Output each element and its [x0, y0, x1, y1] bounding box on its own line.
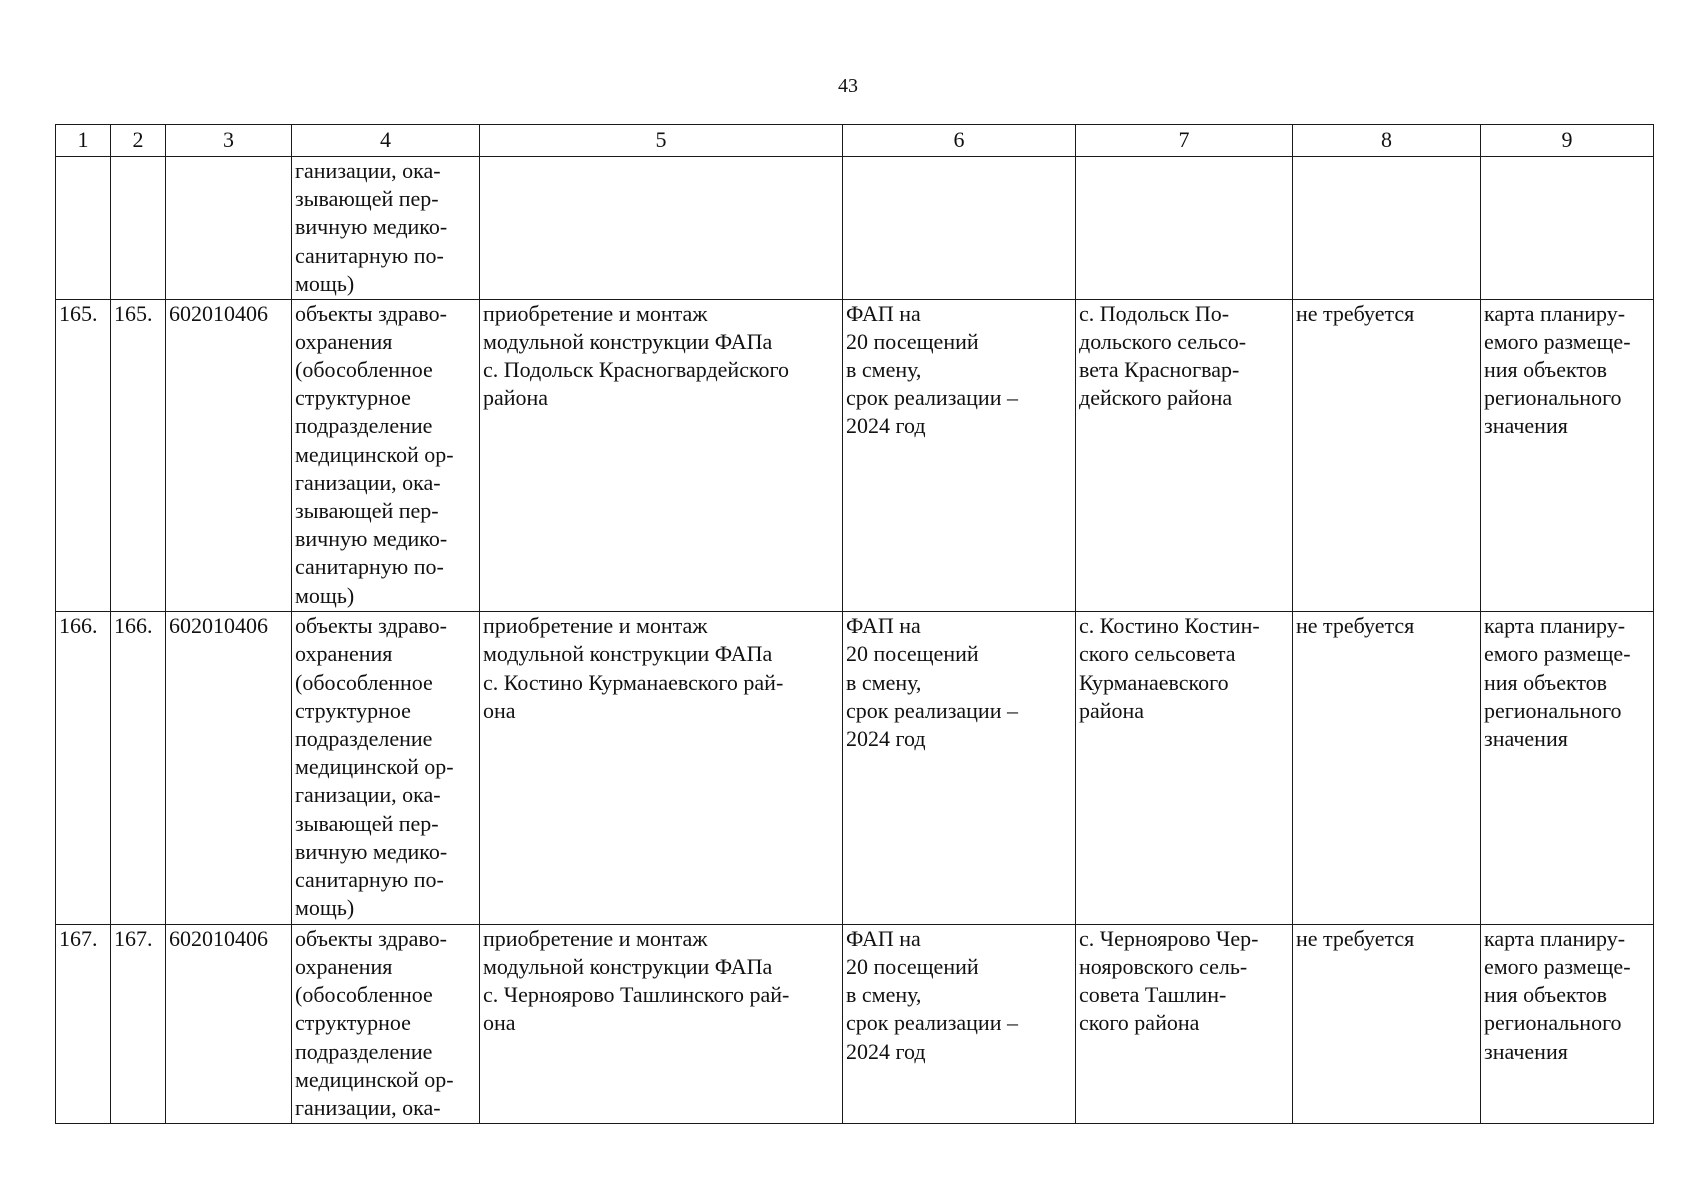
object-code: 602010406 — [169, 925, 268, 951]
object-type: объекты здраво- охранения (обособленное структурное подразделение медицинской ор- ганизации, ока- зывающей пер- вичную медико- санитарную по- мощь) — [295, 613, 454, 921]
table-row-167 — [56, 924, 1654, 1123]
row-number: 165. — [59, 300, 98, 326]
objects-table — [55, 124, 1654, 1124]
table-cell — [843, 924, 1076, 1123]
table-cell — [166, 612, 292, 925]
table-cell — [292, 157, 480, 300]
object-location: с. Костино Костин- ского сельсовета Курманаевского района — [1079, 613, 1260, 723]
object-characteristics: ФАП на 20 посещений в смену, срок реализации – 2024 год — [846, 613, 1018, 751]
table-cell — [480, 924, 843, 1123]
table-cell — [166, 924, 292, 1123]
column-header: 3 — [166, 125, 292, 157]
object-type: объекты здраво- охранения (обособленное структурное подразделение медицинской ор- ганизации, ока- зывающей пер- вичную медико- санитарную по- мощь) — [295, 300, 454, 608]
table-cell — [1293, 924, 1481, 1123]
table-cell — [56, 299, 111, 612]
cell-text: ганизации, ока- зывающей пер- вичную медико- санитарную по- мощь) — [295, 158, 448, 296]
table-cell — [292, 612, 480, 925]
table-cell — [1076, 612, 1293, 925]
table-cell — [1293, 612, 1481, 925]
object-purpose: приобретение и монтаж модульной конструкции ФАПа с. Костино Курманаевского рай- она — [483, 613, 784, 723]
table-cell — [166, 157, 292, 300]
table-cell — [480, 612, 843, 925]
table-cell — [166, 299, 292, 612]
table-cell — [56, 157, 111, 300]
column-header: 7 — [1076, 125, 1293, 157]
table-cell — [56, 924, 111, 1123]
table-cell — [111, 299, 166, 612]
page-number: 43 — [838, 75, 858, 97]
table-row-continuation — [56, 157, 1654, 300]
table-cell — [292, 924, 480, 1123]
table-cell — [480, 299, 843, 612]
map-reference: карта планиру- емого размеще- ния объектов регионального значения — [1484, 613, 1631, 751]
table-cell — [1481, 924, 1654, 1123]
table-row-166 — [56, 612, 1654, 925]
column-header: 4 — [292, 125, 480, 157]
column-header: 9 — [1481, 125, 1654, 157]
column-header: 1 — [56, 125, 111, 157]
object-location: с. Черноярово Чер- нояровского сель- совета Ташлин- ского района — [1079, 925, 1259, 1036]
table-cell — [843, 299, 1076, 612]
map-reference: карта планиру- емого размеще- ния объектов регионального значения — [1484, 925, 1631, 1064]
object-code: 602010406 — [169, 613, 268, 639]
table-cell — [1293, 299, 1481, 612]
object-code: 602010406 — [169, 300, 268, 326]
object-number: 166. — [114, 613, 153, 639]
table-cell — [1293, 157, 1481, 300]
table-cell — [111, 612, 166, 925]
table-cell — [1076, 299, 1293, 612]
table-cell — [292, 299, 480, 612]
map-reference: карта планиру- емого размеще- ния объектов регионального значения — [1484, 300, 1631, 439]
object-location: с. Подольск По- дольского сельсо- вета Красногвар- дейского района — [1079, 300, 1247, 411]
object-purpose: приобретение и монтаж модульной конструкции ФАПа с. Черноярово Ташлинского рай- она — [483, 925, 790, 1036]
object-characteristics: ФАП на 20 посещений в смену, срок реализации – 2024 год — [846, 925, 1018, 1064]
table-cell — [843, 612, 1076, 925]
table-cell — [111, 924, 166, 1123]
row-number: 167. — [59, 925, 98, 951]
table-cell — [1481, 299, 1654, 612]
zone-requirement: не требуется — [1296, 613, 1415, 639]
object-type: объекты здраво- охранения (обособленное структурное подразделение медицинской ор- ганизации, ока- — [295, 925, 454, 1120]
table-cell — [1481, 612, 1654, 925]
object-purpose: приобретение и монтаж модульной конструкции ФАПа с. Подольск Красногвардейского района — [483, 300, 790, 411]
column-header: 5 — [480, 125, 843, 157]
column-header: 6 — [843, 125, 1076, 157]
object-characteristics: ФАП на 20 посещений в смену, срок реализации – 2024 год — [846, 300, 1018, 439]
table-cell — [1481, 157, 1654, 300]
table-cell — [480, 157, 843, 300]
table-cell — [1076, 157, 1293, 300]
column-number-header-row — [56, 125, 1654, 157]
object-number: 165. — [114, 300, 153, 326]
table-cell — [56, 612, 111, 925]
column-header: 2 — [111, 125, 166, 157]
zone-requirement: не требуется — [1296, 925, 1415, 951]
zone-requirement: не требуется — [1296, 300, 1415, 326]
row-number: 166. — [59, 613, 98, 639]
table-cell — [111, 157, 166, 300]
object-number: 167. — [114, 925, 153, 951]
table-cell — [1076, 924, 1293, 1123]
table-cell — [843, 157, 1076, 300]
column-header: 8 — [1293, 125, 1481, 157]
table-row-165 — [56, 299, 1654, 612]
